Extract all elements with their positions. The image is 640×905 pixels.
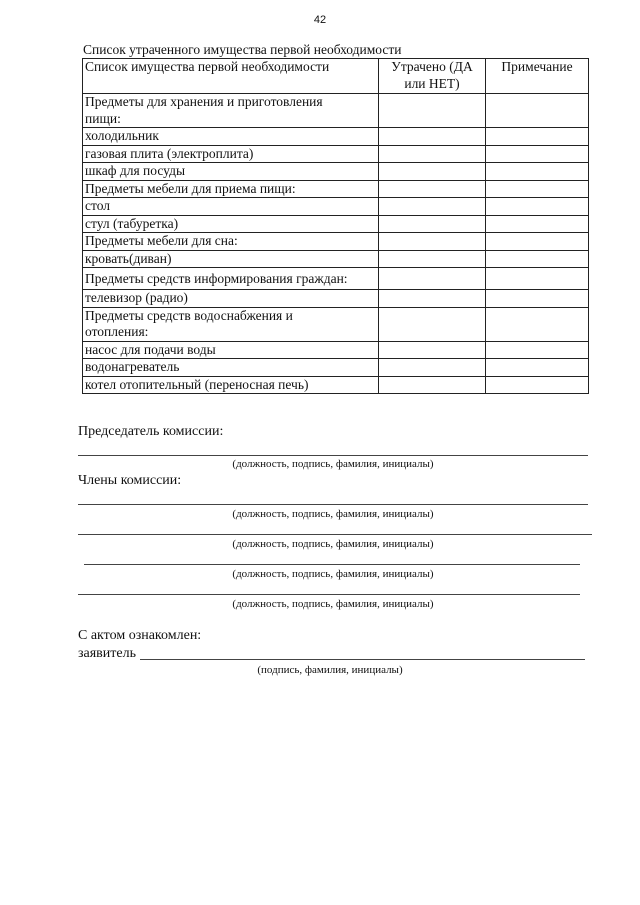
chair-signature-caption: (должность, подпись, фамилия, инициалы) (232, 458, 434, 470)
member-signature-line[interactable] (78, 534, 592, 535)
table-row (83, 359, 589, 377)
table-row (83, 163, 589, 181)
lost-cell[interactable] (379, 250, 486, 268)
header-lost (379, 59, 486, 94)
row-item-storage-line-1: Предметы для хранения и приготовления (85, 94, 323, 109)
row-item-chair: стул (табуретка) (83, 215, 379, 233)
acknowledgement-label: С актом ознакомлен: (78, 628, 202, 643)
table-row (83, 215, 589, 233)
chair-label: Председатель комиссии: (78, 424, 224, 439)
table-row (83, 180, 589, 198)
table-row (83, 376, 589, 394)
note-cell[interactable] (486, 233, 589, 251)
row-item-pump: насос для подачи воды (83, 341, 379, 359)
lost-cell[interactable] (379, 268, 486, 290)
member-signature-caption: (должность, подпись, фамилия, инициалы) (232, 568, 434, 580)
note-cell[interactable] (486, 376, 589, 394)
lost-cell[interactable] (379, 145, 486, 163)
table-header-row (83, 59, 589, 94)
note-cell[interactable] (486, 250, 589, 268)
row-item-storage (83, 94, 379, 128)
table-row (83, 145, 589, 163)
note-cell[interactable] (486, 94, 589, 128)
header-lost-line-2: или НЕТ) (404, 75, 460, 91)
table-row (83, 128, 589, 146)
lost-cell[interactable] (379, 233, 486, 251)
lost-cell[interactable] (379, 341, 486, 359)
member-signature-line[interactable] (78, 594, 580, 595)
applicant-signature-caption: (подпись, фамилия, инициалы) (257, 664, 403, 676)
table-row (83, 250, 589, 268)
lost-cell[interactable] (379, 180, 486, 198)
lost-cell[interactable] (379, 163, 486, 181)
member-signature-line[interactable] (84, 564, 580, 565)
lost-cell[interactable] (379, 359, 486, 377)
note-cell[interactable] (486, 268, 589, 290)
note-cell[interactable] (486, 145, 589, 163)
row-item-storage-line-2: пищи: (85, 110, 121, 126)
table-row (83, 307, 589, 341)
member-signature-line[interactable] (78, 504, 588, 505)
note-cell[interactable] (486, 198, 589, 216)
row-item-water-heating-line-1: Предметы средств водоснабжения и (85, 307, 293, 323)
table-row (83, 268, 589, 290)
lost-cell[interactable] (379, 376, 486, 394)
table-row (83, 290, 589, 308)
note-cell[interactable] (486, 128, 589, 146)
note-cell[interactable] (486, 215, 589, 233)
row-item-stove: газовая плита (электроплита) (83, 145, 379, 163)
note-cell[interactable] (486, 163, 589, 181)
row-item-tv: телевизор (радио) (83, 290, 379, 308)
row-item-table: стол (83, 198, 379, 216)
applicant-signature-line[interactable] (140, 659, 585, 660)
lost-cell[interactable] (379, 307, 486, 341)
table-row (83, 198, 589, 216)
row-item-dining-furniture: Предметы мебели для приема пищи: (83, 180, 379, 198)
header-item: Список имущества первой необходимости (83, 59, 379, 94)
lost-cell[interactable] (379, 290, 486, 308)
row-item-sleep-furniture: Предметы мебели для сна: (83, 233, 379, 251)
note-cell[interactable] (486, 180, 589, 198)
lost-cell[interactable] (379, 128, 486, 146)
lost-cell[interactable] (379, 94, 486, 128)
header-lost-line-1: Утрачено (ДА (391, 59, 473, 74)
table-row (83, 233, 589, 251)
table-row (83, 341, 589, 359)
row-item-water-heater: водонагреватель (83, 359, 379, 377)
row-item-water-heating (83, 307, 379, 341)
page-number: 42 (313, 14, 327, 26)
applicant-label: заявитель (78, 646, 136, 661)
list-title: Список утраченного имущества первой необходимости (83, 42, 402, 57)
note-cell[interactable] (486, 307, 589, 341)
table-row (83, 94, 589, 128)
note-cell[interactable] (486, 359, 589, 377)
header-note: Примечание (486, 59, 589, 94)
row-item-water-heating-line-2: отопления: (85, 324, 149, 339)
note-cell[interactable] (486, 290, 589, 308)
row-item-boiler: котел отопительный (переносная печь) (83, 376, 379, 394)
member-signature-caption: (должность, подпись, фамилия, инициалы) (232, 508, 434, 520)
lost-cell[interactable] (379, 198, 486, 216)
row-item-information: Предметы средств информирования граждан: (83, 268, 379, 290)
row-item-bed: кровать(диван) (83, 250, 379, 268)
property-table (82, 58, 589, 394)
member-signature-caption: (должность, подпись, фамилия, инициалы) (232, 598, 434, 610)
row-item-cupboard: шкаф для посуды (83, 163, 379, 181)
member-signature-caption: (должность, подпись, фамилия, инициалы) (232, 538, 434, 550)
lost-cell[interactable] (379, 215, 486, 233)
chair-signature-line[interactable] (78, 455, 588, 456)
members-label: Члены комиссии: (78, 473, 182, 488)
note-cell[interactable] (486, 341, 589, 359)
row-item-fridge: холодильник (83, 128, 379, 146)
